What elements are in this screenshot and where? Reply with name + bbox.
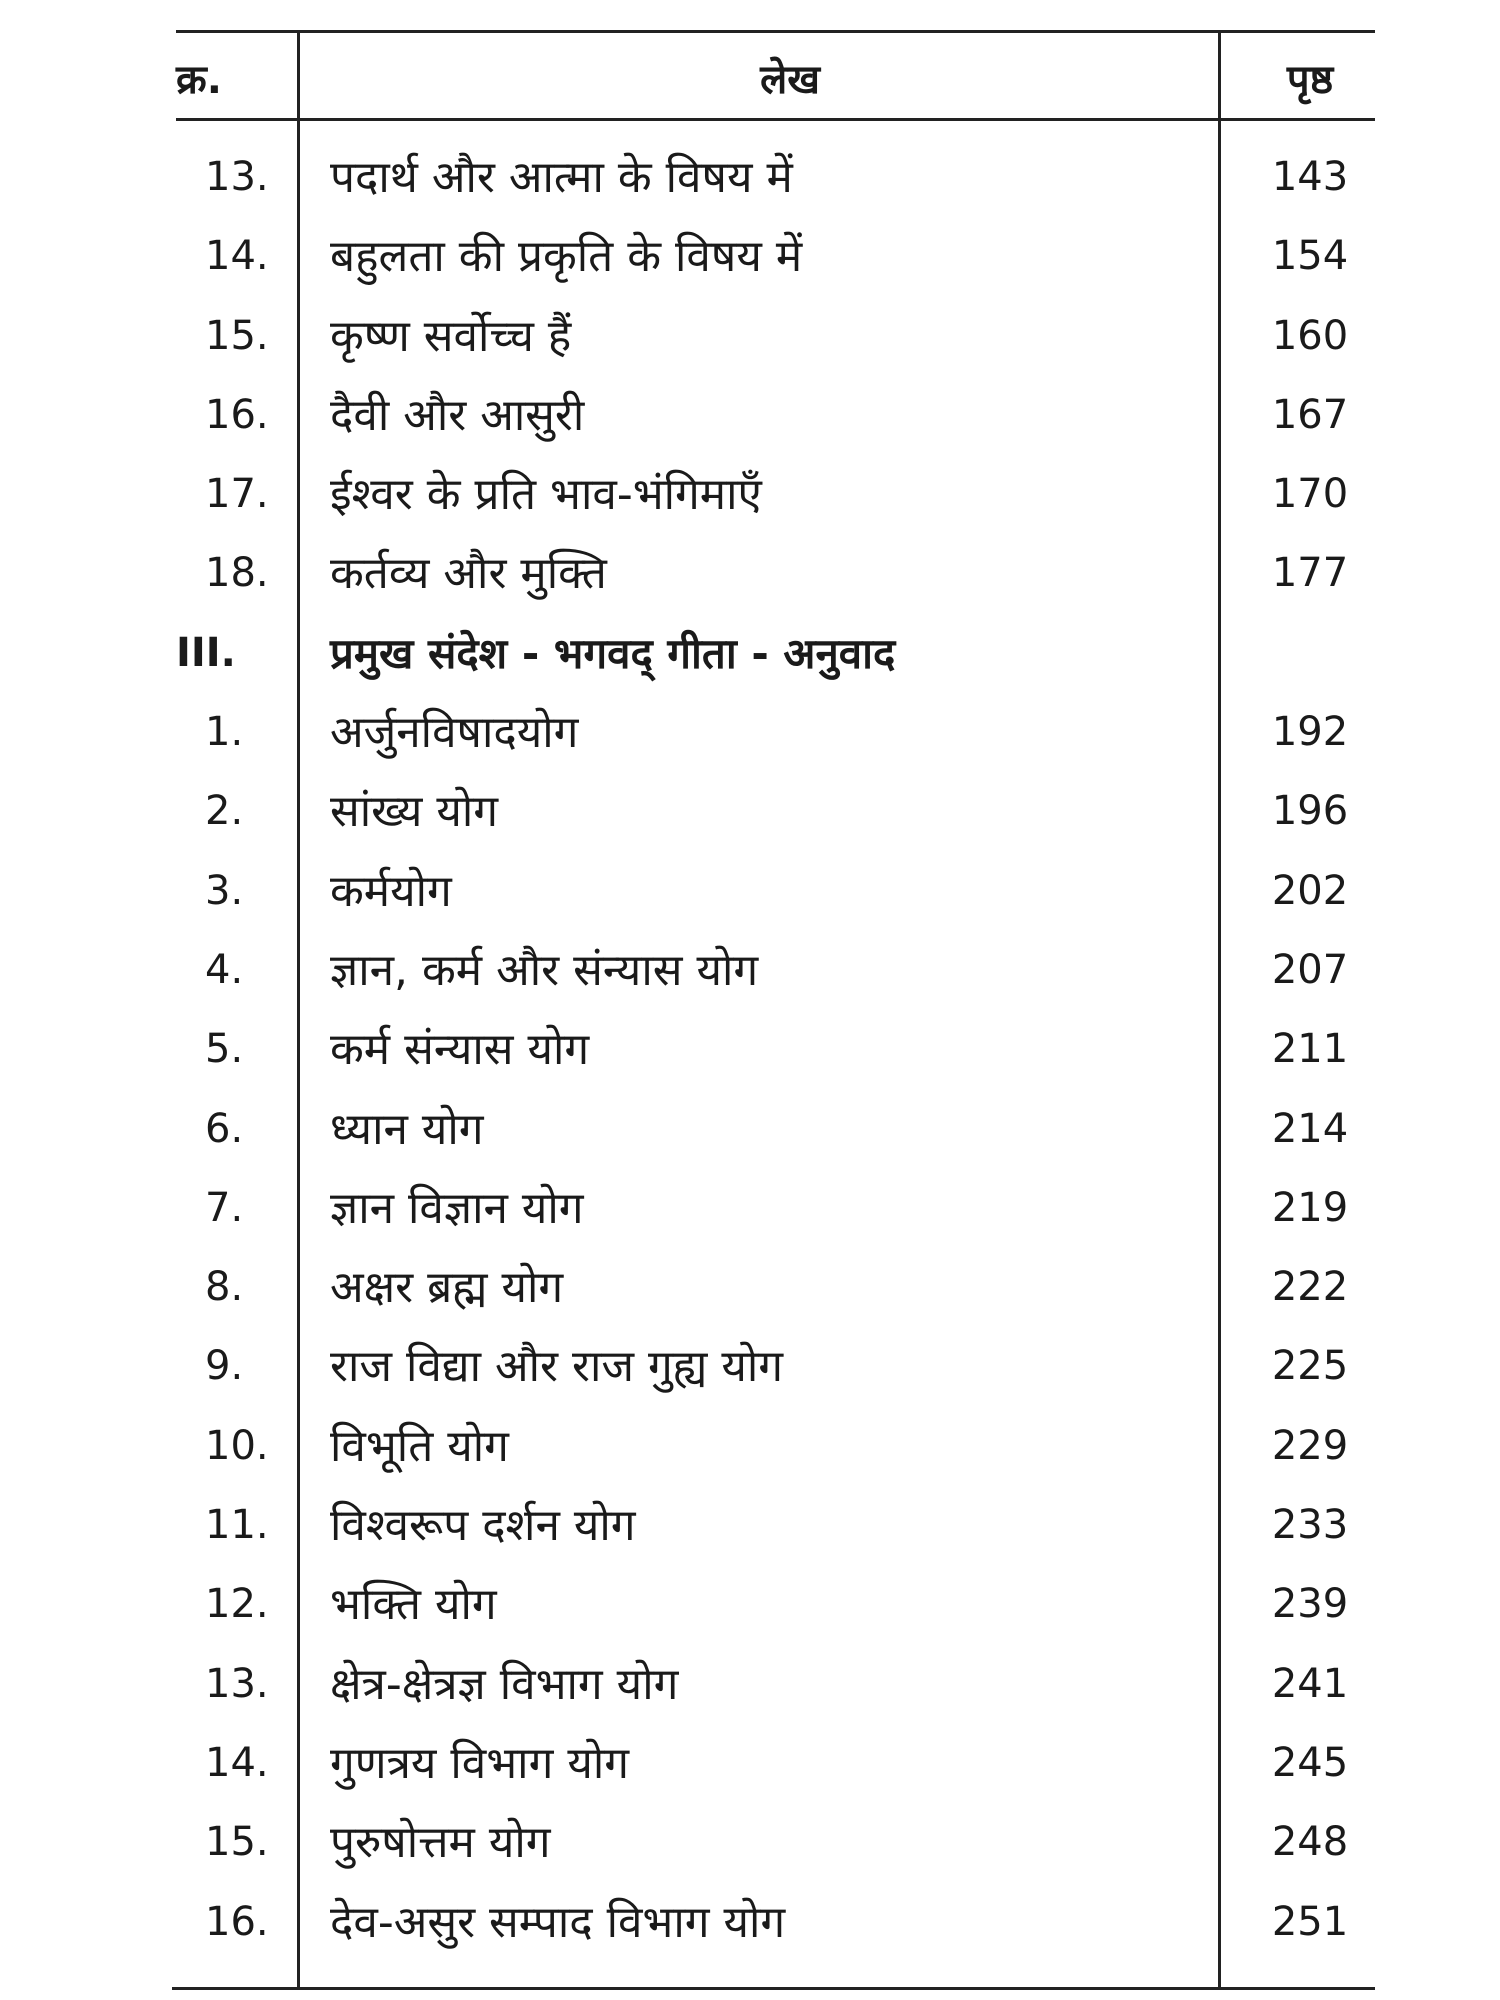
- toc-row: [0, 1327, 1500, 1406]
- toc-row: [0, 772, 1500, 851]
- row-title: कर्म संन्यास योग: [330, 1024, 590, 1076]
- row-number: 16.: [205, 391, 269, 438]
- toc-row: [0, 931, 1500, 1010]
- row-page: 251: [1271, 1898, 1349, 1945]
- row-number: 14.: [205, 1739, 269, 1786]
- row-page: 167: [1271, 391, 1349, 438]
- row-title: कर्मयोग: [330, 865, 452, 917]
- row-page: 219: [1271, 1184, 1349, 1231]
- row-title: ज्ञान विज्ञान योग: [330, 1182, 584, 1234]
- row-page: 177: [1271, 550, 1349, 597]
- table-bottom-rule: [172, 1987, 1375, 1990]
- row-title: सांख्य योग: [330, 786, 499, 838]
- toc-row: [0, 1248, 1500, 1327]
- row-number: 3.: [205, 867, 244, 914]
- row-number: 5.: [205, 1026, 244, 1073]
- row-title: अक्षर ब्रह्म योग: [330, 1262, 564, 1314]
- toc-row: [0, 1645, 1500, 1724]
- toc-row: [0, 1803, 1500, 1882]
- toc-row: [0, 534, 1500, 613]
- toc-row: [0, 852, 1500, 931]
- header-page: पृष्ठ: [1286, 57, 1334, 103]
- row-title: भक्ति योग: [330, 1579, 497, 1631]
- row-page: 196: [1271, 788, 1349, 835]
- row-title: कृष्ण सर्वोच्च हैं: [330, 310, 572, 362]
- row-number: 18.: [205, 550, 269, 597]
- section-heading-row: [0, 614, 1500, 693]
- row-page: 192: [1271, 709, 1349, 756]
- toc-row: [0, 1090, 1500, 1169]
- row-page: 202: [1271, 867, 1349, 914]
- row-number: 2.: [205, 788, 244, 835]
- row-page: 154: [1271, 233, 1349, 280]
- header-title: लेख: [760, 57, 820, 103]
- row-number: 17.: [205, 471, 269, 518]
- header-bottom-rule: [176, 118, 1375, 121]
- row-title: पुरुषोत्तम योग: [330, 1817, 551, 1869]
- row-number: 16.: [205, 1898, 269, 1945]
- row-title: प्रमुख संदेश - भगवद् गीता - अनुवाद: [330, 628, 896, 678]
- toc-row: [0, 455, 1500, 534]
- row-title: कर्तव्य और मुक्ति: [330, 548, 607, 600]
- row-title: क्षेत्र-क्षेत्रज्ञ विभाग योग: [330, 1658, 679, 1710]
- row-page: 225: [1271, 1343, 1349, 1390]
- row-title: गुणत्रय विभाग योग: [330, 1737, 630, 1789]
- row-page: 214: [1271, 1105, 1349, 1152]
- row-number: III.: [176, 629, 236, 676]
- toc-row: [0, 217, 1500, 296]
- row-title: ईश्वर के प्रति भाव-भंगिमाएँ: [330, 469, 762, 521]
- toc-row: [0, 1883, 1500, 1962]
- row-number: 15.: [205, 1819, 269, 1866]
- row-title: देव-असुर सम्पाद विभाग योग: [330, 1896, 786, 1948]
- row-page: 248: [1271, 1819, 1349, 1866]
- toc-row: [0, 1724, 1500, 1803]
- row-title: राज विद्या और राज गुह्य योग: [330, 1341, 784, 1393]
- row-number: 10.: [205, 1422, 269, 1469]
- row-page: 170: [1271, 471, 1349, 518]
- toc-row: [0, 376, 1500, 455]
- row-page: 241: [1271, 1660, 1349, 1707]
- toc-table-body: [0, 138, 1500, 1962]
- row-page: 143: [1271, 154, 1349, 200]
- row-title: दैवी और आसुरी: [330, 389, 585, 441]
- toc-row: [0, 1565, 1500, 1644]
- row-number: 14.: [205, 233, 269, 280]
- toc-row: [0, 1486, 1500, 1565]
- row-title: विभूति योग: [330, 1420, 509, 1472]
- row-page: 239: [1271, 1581, 1349, 1628]
- row-number: 7.: [205, 1184, 244, 1231]
- row-title: विश्वरूप दर्शन योग: [330, 1500, 636, 1552]
- row-page: 229: [1271, 1422, 1349, 1469]
- row-page: 211: [1271, 1026, 1349, 1073]
- row-number: 6.: [205, 1105, 244, 1152]
- row-page: 245: [1271, 1739, 1349, 1786]
- row-number: 12.: [205, 1581, 269, 1628]
- row-title: ध्यान योग: [330, 1103, 484, 1155]
- row-number: 15.: [205, 312, 269, 359]
- row-page: 160: [1271, 312, 1349, 359]
- row-number: 13.: [205, 1660, 269, 1707]
- header-number: क्र.: [176, 57, 222, 103]
- row-title: पदार्थ और आत्मा के विषय में: [330, 152, 793, 203]
- row-number: 8.: [205, 1264, 244, 1311]
- row-page: 222: [1271, 1264, 1349, 1311]
- row-number: 1.: [205, 709, 244, 756]
- toc-row: [0, 693, 1500, 772]
- row-number: 13.: [205, 154, 269, 200]
- row-page: 233: [1271, 1502, 1349, 1549]
- row-number: 11.: [205, 1502, 269, 1549]
- toc-row: [0, 138, 1500, 217]
- toc-row: [0, 1010, 1500, 1089]
- row-title: ज्ञान, कर्म और संन्यास योग: [330, 944, 759, 996]
- toc-row: [0, 1169, 1500, 1248]
- table-top-rule: [176, 30, 1375, 33]
- row-page: 207: [1271, 946, 1349, 993]
- row-number: 4.: [205, 946, 244, 993]
- row-title: अर्जुनविषादयोग: [330, 707, 579, 759]
- toc-row: [0, 1407, 1500, 1486]
- row-number: 9.: [205, 1343, 244, 1390]
- row-title: बहुलता की प्रकृति के विषय में: [330, 231, 803, 283]
- toc-row: [0, 297, 1500, 376]
